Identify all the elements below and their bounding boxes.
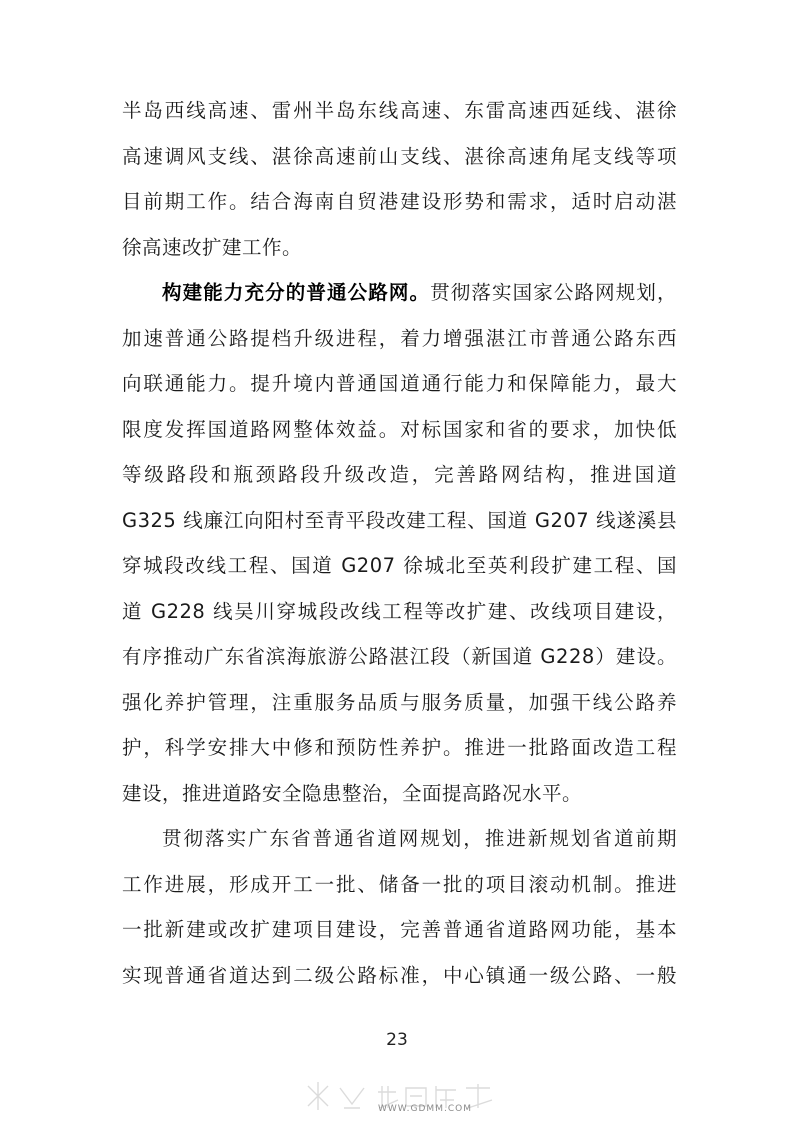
- text-span: 贯彻落实国家公路网规划，: [430, 281, 677, 304]
- text-line: G325 线廉江向阳村至青平段改建工程、国道 G207 线遂溪县: [122, 508, 677, 532]
- text-line: 徐高速改扩建工作。: [122, 235, 303, 259]
- section-lead: 构建能力充分的普通公路网。: [162, 281, 431, 304]
- text-line: 穿城段改线工程、国道 G207 徐城北至英利段扩建工程、国: [122, 554, 677, 577]
- text-line: 向联通能力。提升境内普通国道通行能力和保障能力，最大: [122, 372, 677, 395]
- text-line: 高速调风支线、湛徐高速前山支线、湛徐高速角尾支线等项: [122, 144, 677, 168]
- text-line-heading: [122, 270, 677, 316]
- text-line: 工作进展，形成开工一批、储备一批的项目滚动机制。推进: [122, 872, 677, 896]
- text-line: 强化养护管理，注重服务品质与服务质量，加强干线公路养: [122, 690, 677, 714]
- page-number: 23: [386, 1030, 408, 1050]
- text-line: 实现普通省道达到二级公路标准，中心镇通一级公路、一般: [122, 963, 677, 987]
- text-line: 护，科学安排大中修和预防性养护。推进一批路面改造工程: [122, 736, 677, 759]
- text-line: 一批新建或改扩建项目建设，完善普通省道路网功能，基本: [122, 918, 677, 941]
- text-line: 建设，推进道路安全隐患整治，全面提高路况水平。: [122, 781, 583, 805]
- watermark-url: WWW.GDMM.COM: [378, 1104, 472, 1114]
- text-line: 半岛西线高速、雷州半岛东线高速、东雷高速西延线、湛徐: [122, 99, 677, 122]
- text-line: 贯彻落实广东省普通省道网规划，推进新规划省道前期: [162, 827, 677, 850]
- body-text: [122, 88, 677, 998]
- text-line: 等级路段和瓶颈路段升级改造，完善路网结构，推进国道: [122, 463, 677, 486]
- text-line: 道 G228 线吴川穿城段改线工程等改扩建、改线项目建设，: [122, 599, 677, 623]
- text-line: 目前期工作。结合海南自贸港建设形势和需求，适时启动湛: [122, 190, 677, 213]
- text-line: 有序推动广东省滨海旅游公路湛江段（新国道 G228）建设。: [122, 645, 677, 668]
- text-line: 加速普通公路提档升级进程，着力增强湛江市普通公路东西: [122, 326, 677, 350]
- text-line: 限度发挥国道路网整体效益。对标国家和省的要求，加快低: [122, 417, 677, 441]
